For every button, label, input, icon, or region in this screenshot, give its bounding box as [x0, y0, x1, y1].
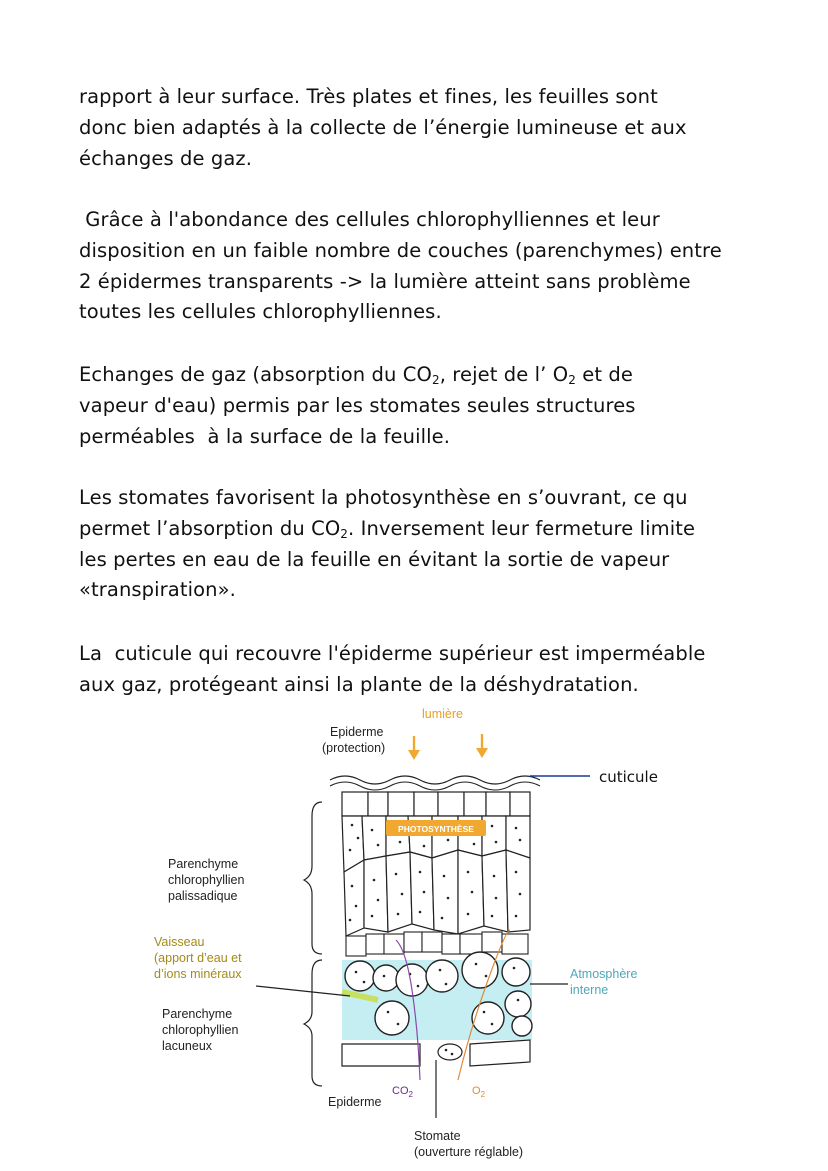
vessel-label-3: d’ions minéraux — [154, 967, 242, 981]
o2-subscript: 2 — [480, 1090, 486, 1099]
text-line: vapeur d'eau) permis par les stomates seules structures — [79, 393, 636, 417]
text-line: échanges de gaz. — [79, 146, 253, 170]
text-line: rapport à leur surface. Très plates et fines, les feuilles sont — [79, 85, 658, 108]
atmosphere-label-1: Atmosphère — [570, 967, 638, 981]
paragraph-1 — [79, 82, 779, 174]
text-line: les pertes en eau de la feuille en évitant la sortie de vapeur — [79, 547, 670, 571]
text-line: perméables à la surface de la feuille. — [79, 424, 451, 448]
paragraph-2 — [79, 205, 779, 328]
co2-subscript: 2 — [408, 1090, 413, 1099]
stomate-label-1: Stomate — [414, 1129, 461, 1143]
bundle-sheath-row — [346, 932, 528, 956]
leaf-cross-section-diagram — [0, 700, 828, 1171]
palisade-label-1: Parenchyme — [168, 857, 239, 871]
text-fragment: et de — [575, 363, 633, 386]
vessel-pointer-line — [256, 986, 350, 996]
lower-epidermis-label: Epiderme — [328, 1095, 382, 1109]
cuticle-layer — [330, 776, 540, 784]
light-label: lumière — [422, 707, 463, 721]
palisade-brace — [304, 802, 322, 954]
palisade-label-2: chlorophyllien — [168, 873, 245, 887]
upper-epidermis-sublabel: (protection) — [322, 741, 386, 755]
text-line: toutes les cellules chlorophylliennes. — [79, 300, 442, 324]
text-line: «transpiration». — [79, 578, 236, 602]
cuticle-layer-2 — [330, 782, 540, 790]
text-line — [79, 514, 779, 545]
text-line: disposition en un faible nombre de couches (parenchymes) entre — [79, 238, 722, 262]
atmosphere-label-2: interne — [570, 983, 609, 997]
upper-epidermis-label: Epiderme — [330, 725, 384, 739]
subscript: 2 — [568, 373, 576, 387]
subscript: 2 — [431, 373, 440, 387]
stomate-label-2: (ouverture réglable) — [414, 1145, 524, 1159]
text-line: aux gaz, protégeant ainsi la plante de la déshydratation. — [79, 672, 639, 696]
text-line: Grâce à l'abondance des cellules chlorophylliennes et leur — [79, 208, 660, 231]
text-line: Les stomates favorisent la photosynthèse en s’ouvrant, ce qu — [79, 486, 688, 509]
upper-epidermis — [342, 792, 530, 816]
spongy-label-3: lacuneux — [162, 1039, 213, 1053]
co2-label — [392, 1085, 414, 1099]
text-fragment: permet l’absorption du CO — [79, 516, 341, 540]
o2-text: O — [472, 1085, 481, 1097]
paragraph-4 — [79, 483, 779, 606]
photosynthesis-label: PHOTOSYNTHÈSE — [398, 824, 474, 834]
vessel-label-2: (apport d’eau et — [154, 951, 242, 965]
light-arrows — [408, 734, 488, 760]
spongy-label-1: Parenchyme — [162, 1007, 233, 1021]
co2-text: CO — [392, 1085, 409, 1097]
text-fragment: . Inversement leur fermeture limite — [348, 516, 696, 540]
text-line: La cuticule qui recouvre l'épiderme supérieur est imperméable — [79, 642, 706, 665]
paragraph-5 — [79, 639, 779, 701]
text-line: 2 épidermes transparents -> la lumière atteint sans problème — [79, 269, 691, 293]
subscript: 2 — [340, 526, 349, 541]
o2-label — [472, 1085, 486, 1099]
palisade-label-3: palissadique — [168, 889, 238, 903]
cuticle-label: cuticule — [599, 768, 658, 786]
lacuneux-brace — [304, 960, 322, 1086]
text-line: donc bien adaptés à la collecte de l’énergie lumineuse et aux — [79, 115, 687, 139]
text-fragment: Echanges de gaz (absorption du CO — [79, 363, 432, 386]
vessel-label-1: Vaisseau — [154, 935, 205, 949]
text-line — [79, 360, 779, 391]
paragraph-3 — [79, 360, 779, 452]
text-fragment: , rejet de l’ O — [439, 363, 569, 386]
spongy-label-2: chlorophyllien — [162, 1023, 239, 1037]
